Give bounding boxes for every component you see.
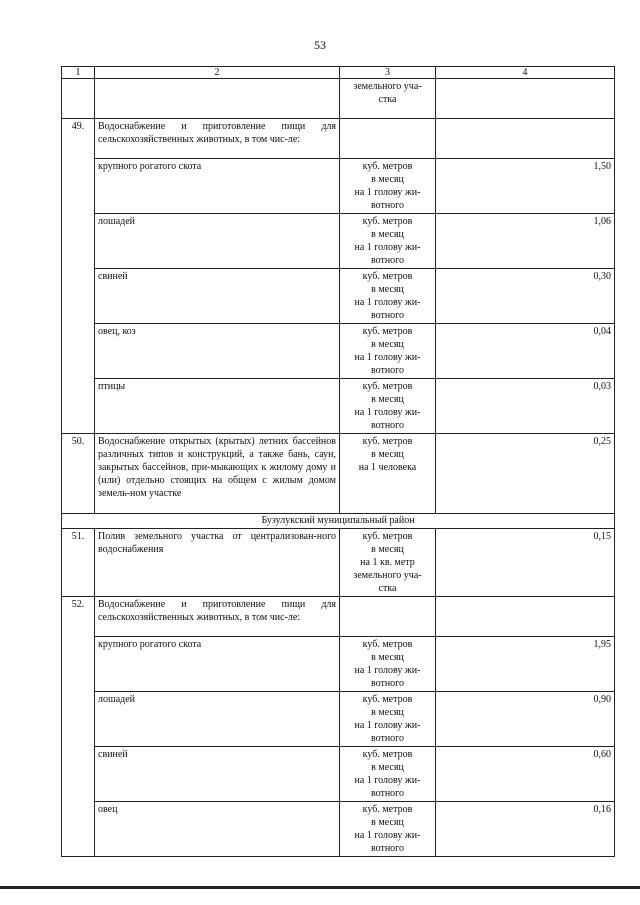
value-cell (436, 597, 615, 637)
unit-cell (340, 159, 436, 214)
table-row (62, 597, 615, 637)
item-title: Водоснабжение и приготовление пищи для сельскохозяйственных животных, в том чис-ле: (95, 597, 340, 637)
value-cell: 0,16 (436, 802, 615, 857)
subitem-label: овец (95, 802, 340, 857)
description-cell (95, 79, 340, 119)
row-number-cell (62, 269, 95, 324)
table-row (62, 214, 615, 269)
district-title: Бузулукский муниципальный район (62, 514, 615, 529)
column-header-row (62, 67, 615, 79)
row-number-cell (62, 324, 95, 379)
unit-text: куб. метров в месяц на 1 голову жи- вотного (354, 694, 421, 744)
table-row (62, 637, 615, 692)
value-cell: 0,04 (436, 324, 615, 379)
subitem-label: лошадей (95, 692, 340, 747)
unit-cell (340, 802, 436, 857)
table-row (62, 79, 615, 119)
value-cell (436, 119, 615, 159)
subitem-label: свиней (95, 269, 340, 324)
subitem-label: овец, коз (95, 324, 340, 379)
page-number: 53 (314, 38, 326, 52)
row-number-cell (62, 802, 95, 857)
value-cell: 1,50 (436, 159, 615, 214)
unit-text: куб. метров в месяц на 1 голову жи- вотного (354, 161, 421, 211)
item-title: Водоснабжение открытых (крытых) летних бассейнов различных типов и конструкций, а также бань, саун, закрытых бассейнов, при-мыкающих к жилому дому и (или) отдельно стоящих на общем с жилым домом земель-ном участке (95, 434, 340, 514)
unit-text: куб. метров в месяц на 1 голову жи- вотного (354, 639, 421, 689)
subitem-label: птицы (95, 379, 340, 434)
unit-text: куб. метров в месяц на 1 голову жи- вотного (354, 804, 421, 854)
unit-text: куб. метров в месяц на 1 голову жи- вотного (354, 271, 421, 321)
value-cell: 0,90 (436, 692, 615, 747)
unit-text: куб. метров в месяц на 1 человека (358, 436, 417, 473)
value-cell: 0,30 (436, 269, 615, 324)
unit-cell (340, 79, 436, 119)
district-row (62, 514, 615, 529)
unit-cell (340, 119, 436, 159)
table-row (62, 379, 615, 434)
unit-cell (340, 747, 436, 802)
row-number-cell (62, 379, 95, 434)
value-cell: 0,15 (436, 529, 615, 597)
unit-cell (340, 692, 436, 747)
row-number-cell (62, 747, 95, 802)
value-cell: 0,25 (436, 434, 615, 514)
table-row (62, 269, 615, 324)
table-row (62, 529, 615, 597)
column-header-3: 3 (340, 67, 436, 79)
row-number-cell (62, 637, 95, 692)
row-number: 50. (62, 434, 95, 514)
unit-text: куб. метров в месяц на 1 голову жи- вотного (354, 749, 421, 799)
unit-cell (340, 434, 436, 514)
unit-cell (340, 324, 436, 379)
subitem-label: свиней (95, 747, 340, 802)
column-header-1: 1 (62, 67, 95, 79)
unit-cell (340, 597, 436, 637)
subitem-label: крупного рогатого скота (95, 159, 340, 214)
table-row (62, 692, 615, 747)
subitem-label: лошадей (95, 214, 340, 269)
value-cell: 0,60 (436, 747, 615, 802)
unit-text: земельного уча- стка (353, 81, 422, 105)
unit-text: куб. метров в месяц на 1 голову жи- вотного (354, 326, 421, 376)
row-number-cell (62, 159, 95, 214)
table-row (62, 119, 615, 159)
column-header-2: 2 (95, 67, 340, 79)
row-number-cell (62, 214, 95, 269)
item-title: Полив земельного участка от централизован-ного водоснабжения (95, 529, 340, 597)
column-header-4: 4 (436, 67, 615, 79)
row-number: 51. (62, 529, 95, 597)
item-title: Водоснабжение и приготовление пищи для сельскохозяйственных животных, в том чис-ле: (95, 119, 340, 159)
table-row (62, 747, 615, 802)
row-number-cell (62, 79, 95, 119)
table-row (62, 159, 615, 214)
bottom-rule (0, 886, 640, 889)
value-cell: 0,03 (436, 379, 615, 434)
unit-text: куб. метров в месяц на 1 голову жи- вотного (354, 216, 421, 266)
unit-cell (340, 214, 436, 269)
unit-text: куб. метров в месяц на 1 кв. метр земельного уча- стка (353, 531, 422, 594)
unit-cell (340, 379, 436, 434)
row-number: 52. (62, 597, 95, 637)
value-cell: 1,95 (436, 637, 615, 692)
tariff-table (61, 66, 615, 857)
unit-cell (340, 637, 436, 692)
table-row (62, 324, 615, 379)
table-row (62, 434, 615, 514)
value-cell (436, 79, 615, 119)
subitem-label: крупного рогатого скота (95, 637, 340, 692)
unit-cell (340, 269, 436, 324)
row-number: 49. (62, 119, 95, 159)
table-row (62, 802, 615, 857)
unit-text: куб. метров в месяц на 1 голову жи- вотного (354, 381, 421, 431)
row-number-cell (62, 692, 95, 747)
unit-cell (340, 529, 436, 597)
value-cell: 1,06 (436, 214, 615, 269)
